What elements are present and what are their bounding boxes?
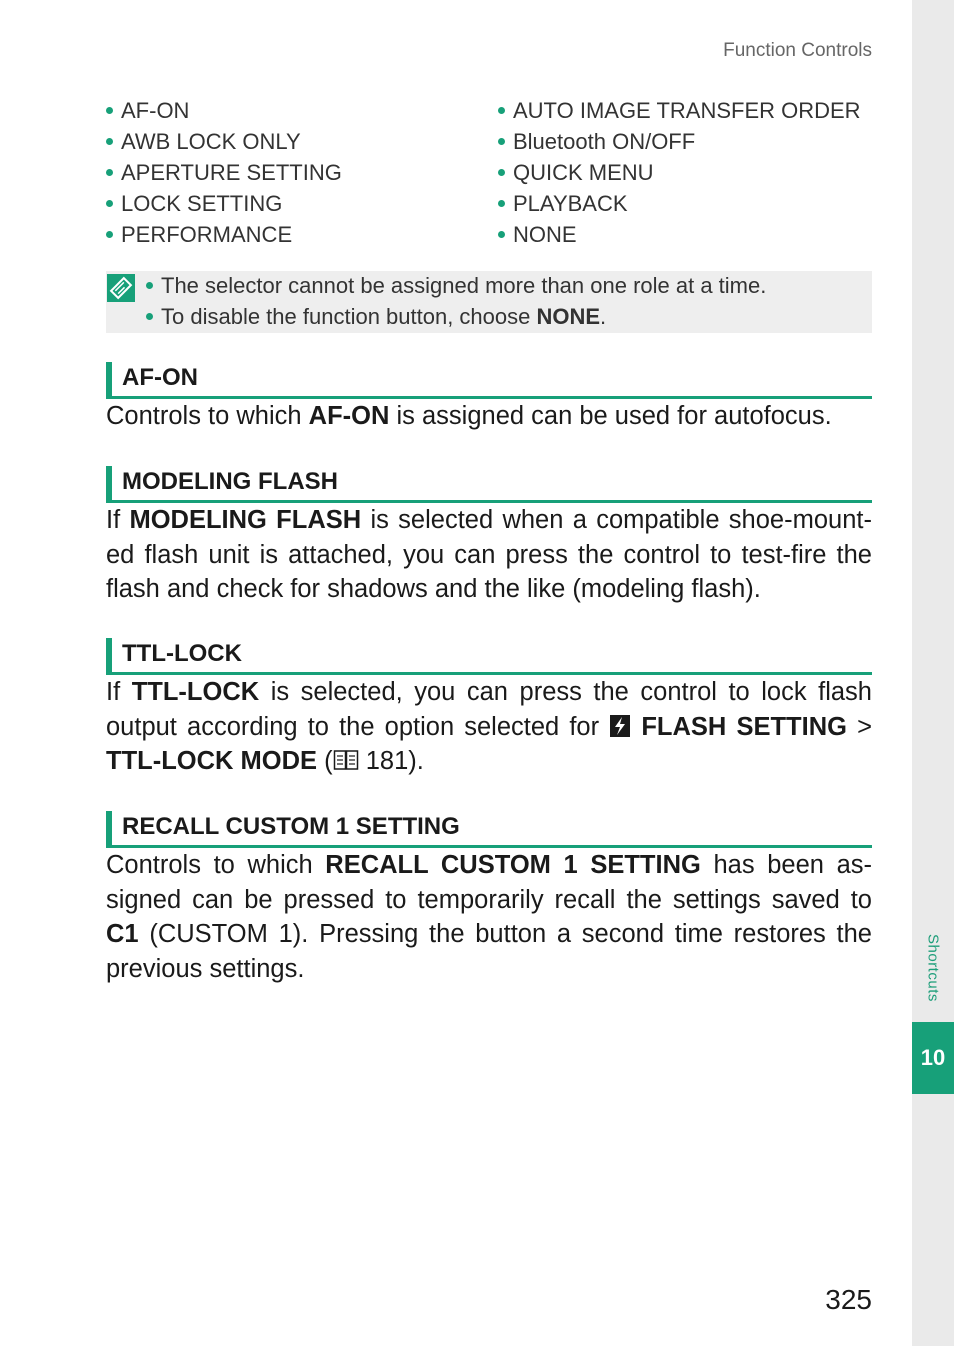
list-item: QUICK MENU [498, 157, 861, 188]
list-item: PLAYBACK [498, 188, 861, 219]
section-heading-af-on [106, 358, 872, 399]
section-title: AF-ON [122, 364, 198, 391]
bullet-icon [106, 231, 113, 238]
heading-accent-bar [106, 466, 112, 500]
flash-icon [609, 714, 631, 738]
book-icon [333, 749, 359, 771]
heading-accent-bar [106, 638, 112, 672]
section-body-ttl-lock: If TTL-LOCK is selected, you can press the control to lock flash output according to the option selected for FLASH SETTING > TTL-LOCK MODE ( 181). [106, 678, 872, 775]
bullet-icon [106, 200, 113, 207]
section-title: MODELING FLASH [122, 468, 338, 495]
bullet-icon [146, 282, 153, 289]
bullet-icon [498, 169, 505, 176]
options-list-left [106, 95, 342, 250]
section-body-recall-custom: Controls to which RECALL CUSTOM 1 SETTING has been assigned can be pressed to temporarily recall the settings saved to C1 (CUSTOM 1). Pressing the button a second time restores the previous settings. [106, 851, 872, 983]
bullet-icon [498, 231, 505, 238]
chapter-side-label-text: Shortcuts [924, 934, 942, 1002]
section-body-modeling-flash: If MODELING FLASH is selected when a compatible shoe-mounted flash unit is attached, you can press the control to test-fire the flash and check for shadows and the like (modeling flash). [106, 506, 872, 603]
bullet-icon [106, 107, 113, 114]
section-title: RECALL CUSTOM 1 SETTING [122, 813, 460, 840]
page-number: 325 [825, 1284, 872, 1315]
bullet-icon [106, 138, 113, 145]
list-item: AUTO IMAGE TRANSFER ORDER [498, 95, 861, 126]
bullet-icon [498, 200, 505, 207]
section-body-af-on: Controls to which AF-ON is assigned can be used for autofocus. [106, 402, 832, 430]
section-heading-recall-custom [106, 807, 872, 848]
bullet-icon [498, 138, 505, 145]
heading-accent-bar [106, 811, 112, 845]
bullet-icon [146, 313, 153, 320]
heading-accent-bar [106, 362, 112, 396]
note-line: The selector cannot be assigned more than one role at a time. [146, 271, 766, 302]
section-title: TTL-LOCK [122, 640, 242, 667]
running-head: Function Controls [723, 40, 872, 61]
note-box [106, 271, 872, 333]
chapter-number-badge: 10 [912, 1022, 954, 1094]
list-item: AWB LOCK ONLY [106, 126, 342, 157]
list-item: LOCK SETTING [106, 188, 342, 219]
note-icon [106, 273, 136, 303]
list-item: Bluetooth ON/OFF [498, 126, 861, 157]
options-list-right [498, 95, 861, 250]
list-item: AF-ON [106, 95, 342, 126]
bullet-icon [498, 107, 505, 114]
list-item: PERFORMANCE [106, 219, 342, 250]
chapter-side-label [912, 922, 954, 1014]
bullet-icon [106, 169, 113, 176]
note-line: To disable the function button, choose NONE. [146, 302, 766, 333]
section-heading-ttl-lock [106, 634, 872, 675]
list-item: NONE [498, 219, 861, 250]
side-tab [912, 0, 954, 1346]
list-item: APERTURE SETTING [106, 157, 342, 188]
section-heading-modeling-flash [106, 462, 872, 503]
